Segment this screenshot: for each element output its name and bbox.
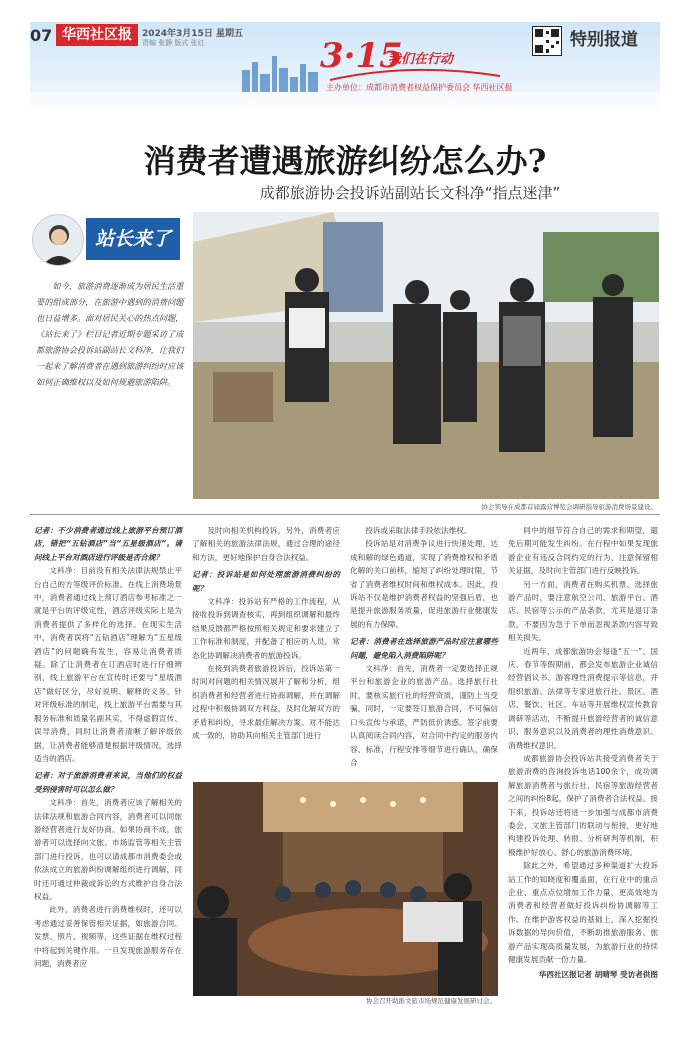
paragraph: 近两年，成都旅游协会每逢“五一”、国庆、春节等假期前，都会发布旅游企业诚信经营倡议书、游客理性消费提示等信息，并组织旅游、法律等专家进旅行社、景区、酒店、餐饮、社区、车站等开展维权宣传教育调研等活动，不断提升旅游经营者的诚信意识、服务意识以及消费者的理性消费意识、消费维权意识。 <box>508 646 658 750</box>
paragraph: 及时向相关机构投诉，另外，消费者应了解相关的旅游法律法规，通过合理的途径和方法，更好地保护自身合法权益。 <box>192 526 340 562</box>
avatar <box>32 214 84 266</box>
article-column-1 <box>34 524 182 1044</box>
photo2-caption: 协会召开助推文旅市场规范健康发展研讨会。 <box>366 997 496 1005</box>
photo-camping-expo <box>193 212 659 499</box>
organizers-line: 主办单位：成都市消费者权益保护委员会 华西社区报 <box>326 83 513 92</box>
article-column-4 <box>508 524 658 1044</box>
question: 记者：投诉站是如何处理旅游消费纠纷的呢？ <box>192 570 340 593</box>
paragraph: 成都旅游协会投诉站共接受消费者关于旅游消费的咨询投诉电话100余个，成功调解旅游消费者与旅行社、民宿等旅游经营者之间的纠纷8起，保护了消费者合法权益。接下来，投诉站还将进一步加强与成都市消费委会、文旅主管部门的联动与衔接，更好地构建投诉处理、转报、分析研判等机制，积极维护好放心、舒心的旅游消费环境。 <box>508 753 658 857</box>
city-skyline-icon <box>242 56 318 92</box>
article-column-3 <box>350 524 498 780</box>
page-number: 07 <box>30 26 53 45</box>
answer: 文科净：目前没有相关法律法规禁止平台自己的方等级评价标准。在线上消费场景中，消费者通过线上预订酒店参考标准之一就是平台的评级定性，酒店评级实际上是为消费者提供了多样化的选择。在现实生活中，消费者误将“五钻酒店”理解为“五星级酒店”的问题确有发生，容易让消费者质疑。除了让消费者在订酒店时进行仔细辨别，线上旅游平台在宣传时还要与“星级酒店”做好区分，尽好说明、解释的义务。针对评级标准的制定，线上旅游平台需要与其服务标准和质量名副其实，不得虚假宣传、误导消费，同时让消费者清晰了解评级依据，让消费者能够清楚根据评级情况，选择适当的酒店。 <box>34 566 182 763</box>
qr-code-icon[interactable] <box>532 26 562 56</box>
divider <box>30 514 660 515</box>
photo-seminar <box>193 782 498 996</box>
newspaper-brand: 华西社区报 <box>56 24 138 46</box>
subheadline: 成都旅游协会投诉站副站长文科净“指点迷津” <box>259 184 561 202</box>
issue-date: 2024年3月15日 星期五 <box>142 29 243 39</box>
answer: 文科净：投诉站有严格的工作流程，从接收投诉到调查核实，再到组织调解和最终结果反馈都严格按照相关规定和要求建立了工作标准和制度，并配备了相应的人员，常态化协调解决消费者的旅游投诉。 <box>192 597 340 660</box>
consumer-day-logo: 3·15 <box>320 36 403 76</box>
answer: 文科净：首先，消费者一定要选择正规平台和旅游企业的旅游产品。选择旅行社时，要核实旅行社的经营资质，谨防上当受骗，同时，一定要签订旅游合同，不可偏信口头宣传与承诺，严防低价诱惑。签字前要认真阅读合同内容，对合同中约定的服务内容、标准，行程安排等细节进行确认，确保合 <box>350 664 498 767</box>
masthead-banner <box>30 22 660 108</box>
paragraph: 此外，消费者进行消费维权时，还可以考虑通过妥善保管相关证据，如旅游合同、发票、照片、视频等，这些证据在维权过程中将起到关键作用。一旦发现旅游服务存在问题，消费者应 <box>34 905 182 968</box>
paragraph: 投诉站是对消费争议进行快速处理，达成和解的绿色通道，实现了消费维权和矛盾化解的关口前移，缩短了纠纷处理时限，节省了消费者维权时间和维权成本。因此，投诉站不仅是维护消费者权益的坚强后盾，也是提升旅游服务质量，促进旅游行业健康发展的有力保障。 <box>350 539 498 629</box>
section-label: 特别报道 <box>570 30 638 50</box>
campaign-slogan: 我们在行动 <box>388 52 454 67</box>
intro-paragraph: 如今，旅游消费逐渐成为居民生活重要的组成部分，在旅游中遇到的消费问题也日益增多。面对居民关心的热点问题，《站长来了》栏目记者近期专题采访了成都旅游协会投诉站副站长文科净，让我们一起来了解消费者在遇到旅游纠纷时应该如何正确维权以及如何规避旅游陷阱。 <box>36 281 184 387</box>
article-column-2 <box>192 524 340 780</box>
headline: 消费者遭遇旅游纠纷怎么办? <box>143 142 547 180</box>
paragraph: 除此之外，希望通过多种渠道扩大投诉站工作的知晓度和覆盖面，在行业中的重点企业、重点点位增加工作力量，更高效地为消费者和经营者做好投诉纠纷协调解等工作。在维护游客权益的基础上，深入挖掘投诉数据的导向价值，不断助推旅游服务、旅游产品实现高质量发展，为旅游行业的持续健康发展贡献一份力量。 <box>508 861 658 964</box>
paragraph: 在接到消费者旅游投诉后，投诉站第一时间对问题的相关情况展开了解和分析，组织消费者和经营者进行协商调解，并在调解过程中积极协调双方利益，及时化解双方的矛盾和纠纷，寻求最佳解决方案。对不能达成一致的，协助其向相关主管部门进行 <box>192 664 340 741</box>
paragraph: 投诉或采取法律手段依法维权。 <box>365 526 472 535</box>
photo1-caption: 协会领导在成都首届露营博览会调研指导旅游消费场景建设。 <box>481 503 657 511</box>
paragraph: 另一方面，消费者在购买机票、选择旅游产品时，要注意航空公司、旅游平台、酒店、民宿等公示的产品条款，尤其是退订条款，不要因为急于下单而忽视条款内容导致相关损失。 <box>508 579 658 643</box>
byline: 华西社区报记者 胡晴琴 受访者供图 <box>538 970 658 980</box>
column-tag: 站长来了 <box>86 218 180 260</box>
question: 记者：对于旅游消费者来说，当他们的权益受到侵害时可以怎么做？ <box>34 771 182 794</box>
editor-line: 责编 张静 版式 张红 <box>142 39 205 47</box>
paragraph: 同中的细节符合自己的需求和期望，避免后期可能发生纠纷。在行程中如果发现旅游企业有违反合同约定的行为，注意保留相关证据，及时向主管部门进行反映投诉。 <box>508 526 658 576</box>
question: 记者：消费者在选择旅游产品时应注意哪些问题，避免陷入消费陷阱呢？ <box>350 637 498 660</box>
answer: 文科净：首先，消费者应该了解相关的法律法规和旅游合同内容，消费者可以同旅游经营者进行友好协商。如果协商不成，旅游者可以选择向文旅、市场监管等相关主管部门进行投诉，也可以请成都市消费委会或依法成立的旅游纠纷调解组织进行调解，同时还可通过仲裁或诉讼的方式维护自身合法权益。 <box>34 798 182 901</box>
question: 记者：不少消费者通过线上旅游平台预订酒店，错把“五钻酒店”当“五星级酒店”。请问线上平台对酒店进行评级是否合规？ <box>34 526 182 562</box>
